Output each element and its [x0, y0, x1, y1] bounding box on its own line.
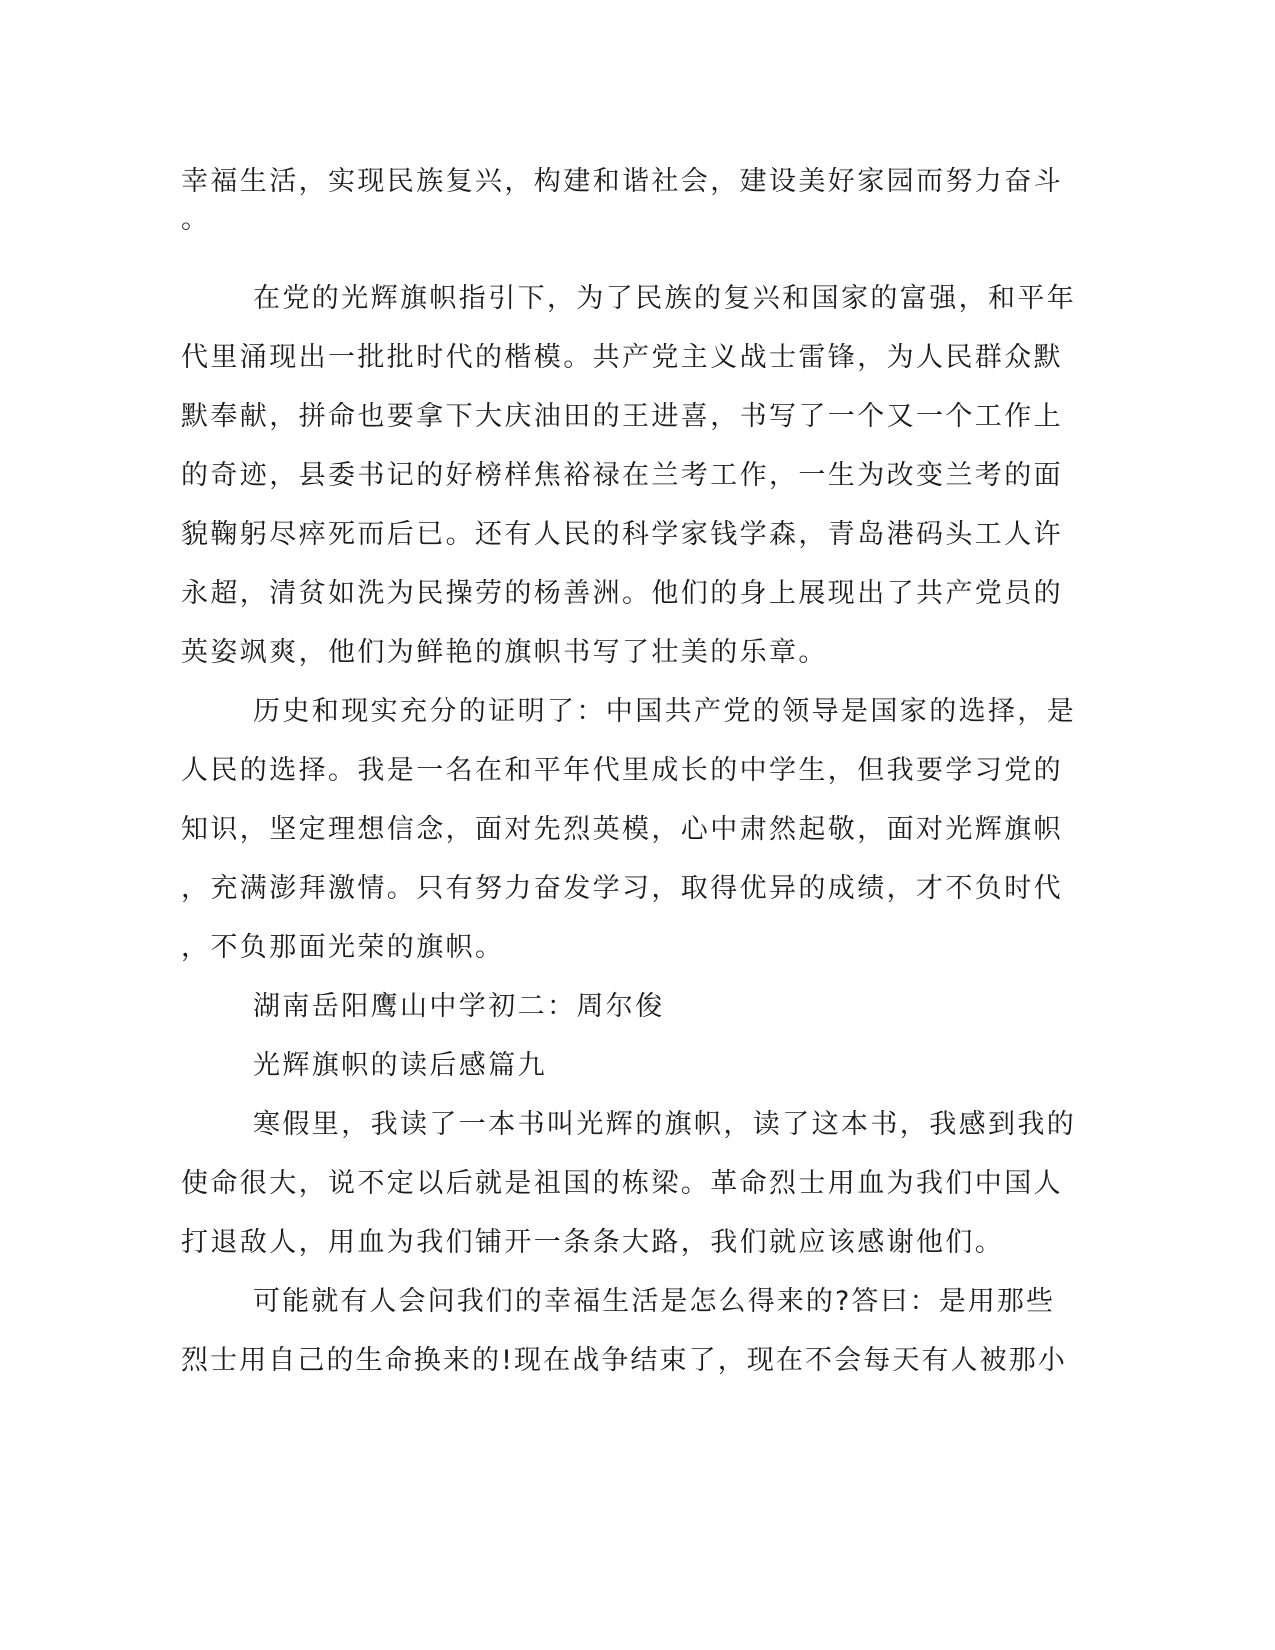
paragraph-start-line: 历史和现实充分的证明了：中国共产党的领导是国家的选择，是: [253, 696, 1077, 727]
author-line: 湖南岳阳鹰山中学初二：周尔俊: [253, 991, 665, 1022]
text-line: 幸福生活，实现民族复兴，构建和谐社会，建设美好家园而努力奋斗: [181, 166, 1063, 197]
section-heading: 光辉旗帜的读后感篇九: [253, 1050, 547, 1081]
text-line: 默奉献，拼命也要拿下大庆油田的王进喜，书写了一个又一个工作上: [181, 401, 1063, 432]
text-line: ，充满澎拜激情。只有努力奋发学习，取得优异的成绩，才不负时代: [181, 873, 1063, 904]
text-line: 貌鞠躬尽瘁死而后已。还有人民的科学家钱学森，青岛港码头工人许: [181, 519, 1063, 550]
text-line: 代里涌现出一批批时代的楷模。共产党主义战士雷锋，为人民群众默: [181, 342, 1063, 373]
text-line: ，不负那面光荣的旗帜。: [181, 932, 505, 963]
text-line: 打退敌人，用血为我们铺开一条条大路，我们就应该感谢他们。: [181, 1227, 1005, 1258]
text-line: 烈士用自己的生命换来的!现在战争结束了，现在不会每天有人被那小: [181, 1345, 1067, 1376]
text-line: 使命很大，说不定以后就是祖国的栋梁。革命烈士用血为我们中国人: [181, 1168, 1063, 1199]
paragraph-start-line: 寒假里，我读了一本书叫光辉的旗帜，读了这本书，我感到我的: [253, 1109, 1077, 1140]
paragraph-start-line: 在党的光辉旗帜指引下，为了民族的复兴和国家的富强，和平年: [253, 283, 1077, 314]
text-line: 的奇迹，县委书记的好榜样焦裕禄在兰考工作，一生为改变兰考的面: [181, 460, 1063, 491]
text-line: 。: [181, 204, 211, 235]
paragraph-start-line: 可能就有人会问我们的幸福生活是怎么得来的?答曰：是用那些: [253, 1286, 1056, 1317]
text-line: 英姿飒爽，他们为鲜艳的旗帜书写了壮美的乐章。: [181, 637, 828, 668]
text-line: 永超，清贫如洗为民操劳的杨善洲。他们的身上展现出了共产党员的: [181, 578, 1063, 609]
text-line: 知识，坚定理想信念，面对先烈英模，心中肃然起敬，面对光辉旗帜: [181, 814, 1063, 845]
text-line: 人民的选择。我是一名在和平年代里成长的中学生，但我要学习党的: [181, 755, 1063, 786]
